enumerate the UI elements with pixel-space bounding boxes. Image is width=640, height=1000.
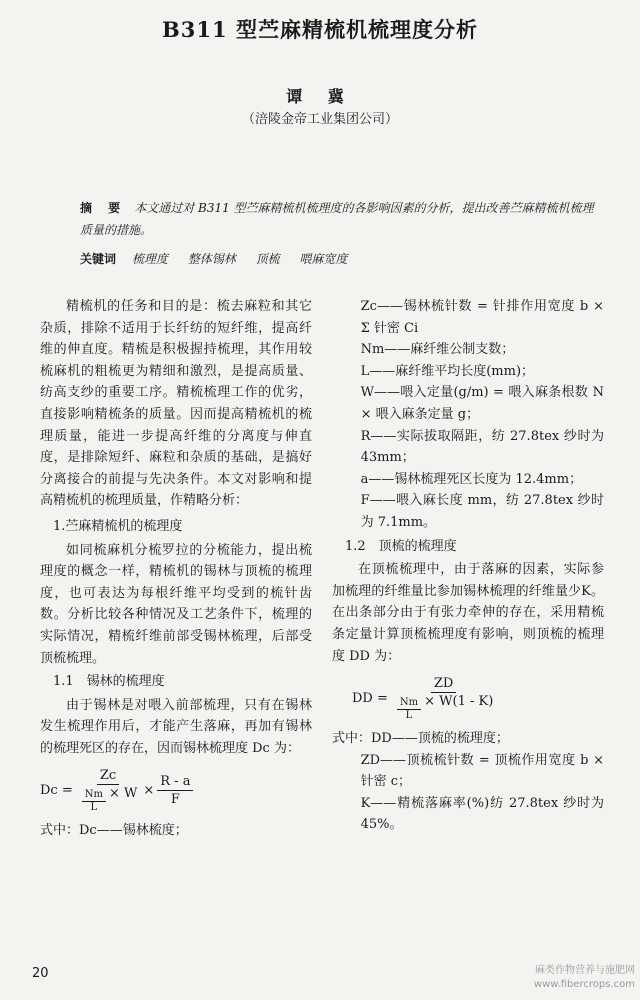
right-column (332, 296, 604, 836)
keywords-label: 关键词 (80, 252, 117, 266)
fraction-denominator-tail: × W(1 - K) (424, 694, 494, 710)
fraction-numerator: R - a (157, 773, 193, 791)
fraction-numerator: Nm (82, 789, 106, 802)
abstract-label: 摘 要 (80, 201, 127, 215)
definition-line: K——精梳落麻率(%)纺 27.8tex 纱时为 45%。 (360, 795, 604, 833)
fraction-denominator: F (170, 792, 180, 808)
fraction-denominator: L (90, 802, 98, 814)
keyword-item: 梳理度 (131, 252, 168, 266)
formula-dd-lhs: DD = (352, 690, 388, 706)
section-heading-1-2: 1.2 顶梳的梳理度 (345, 538, 457, 554)
fraction-denominator (391, 693, 496, 722)
fraction-denominator: L (405, 710, 413, 722)
fraction-numerator: Nm (397, 697, 421, 710)
site-watermark (510, 964, 635, 992)
abstract-text: 本文通过对 B311 型苎麻精梳机梳理度的各影响因素的分析，提出改善苎麻精梳机梳理质量的措施。 (80, 201, 594, 237)
definition-line: a——锡林梳理死区长度为 12.4mm； (360, 471, 583, 487)
where-dc-line: 式中：Dc——锡林梳度； (40, 823, 188, 839)
fraction-zc (76, 767, 141, 814)
fraction-nm-l (82, 789, 106, 814)
where-dd-line: 式中：DD——顶梳的梳理度； (332, 731, 509, 747)
author-name: 谭 冀 (286, 87, 354, 106)
keyword-item: 整体锡林 (187, 252, 236, 266)
paper-title: B311 型苎麻精梳机梳理度分析 (162, 17, 478, 42)
section-1-paragraph: 如同梳麻机分梳罗拉的分梳能力，提出梳理度的概念一样，精梳机的锡林与顶梳的梳理度，也可表达为每根纤维平均受到的梳针齿数。分析比较各种情况及工艺条件下，梳理的实际情况，精梳纤维前部受锡林梳理，后部受顶梳梳理。 (40, 542, 312, 666)
definition-line: ZD——顶梳梳针数 = 顶梳作用宽度 b × 针密 c； (360, 752, 604, 790)
definition-line: Zc——锡林梳针数 = 针排作用宽度 b × Σ 针密 Ci (360, 299, 604, 336)
fraction-zd (391, 675, 496, 722)
definition-line: F——喂入麻长度 mm，纺 27.8tex 纱时为 7.1mm。 (360, 493, 604, 530)
section-heading-1: 1.苎麻精梳机的梳理度 (53, 518, 183, 534)
section-1-1-paragraph: 由于锡林是对喂入前部梳理，只有在锡林发生梳理作用后，才能产生落麻，再加有锡林的梳理死区的存在，因而锡林梳理度 Dc 为： (40, 697, 312, 756)
formula-dd (332, 675, 604, 722)
keyword-item: 喂麻宽度 (299, 252, 348, 266)
keywords-block (80, 249, 600, 269)
fraction-nm-l (397, 697, 421, 722)
formula-dc (40, 767, 312, 814)
watermark-line: www.fibercrops.com (533, 979, 635, 990)
definition-line: W——喂入定量(g/m) = 喂入麻条根数 N × 喂入麻条定量 g； (360, 385, 604, 422)
formula-dc-lhs: Dc = (40, 783, 73, 799)
section-heading-1-1: 1.1 锡林的梳理度 (53, 674, 165, 690)
keyword-item: 顶梳 (255, 252, 280, 266)
page-number: 20 (32, 966, 49, 981)
section-1-2-paragraph: 在顶梳梳理中，由于落麻的因素，实际参加梳理的纤维量比参加锡林梳理的纤维量少K。在出条部分由于有张力牵伸的存在，采用精梳条定量计算顶梳梳理度有影响，则顶梳的梳理度 DD 为： (332, 562, 604, 664)
author-affiliation: （涪陵金帝工业集团公司） (241, 112, 398, 127)
definition-line: Nm——麻纤维公制支数； (360, 342, 515, 358)
definition-line: L——麻纤维平均长度(mm)； (360, 363, 535, 379)
multiply-sign: × (143, 783, 155, 799)
abstract-block (80, 197, 600, 241)
fraction-numerator: Zc (97, 767, 119, 785)
watermark-line: 麻类作物营养与施肥网 (535, 965, 635, 976)
intro-paragraph: 精梳机的任务和目的是：梳去麻粒和其它杂质，排除不适用于长纤纺的短纤维，提高纤维的伸直度。精梳是积极握持梳理，其作用较梳麻机的粗梳更为精细和激烈，是提高质量、纺高支纱的重要工序。精梳梳理工作的优劣，直接影响精梳条的质量。因而提高精梳机的梳理质量，能进一步提高纤维的分离度与伸直度，是排除短纤、麻粒和杂质的基础，是搞好分离接合的前提与先决条件。本文对影响和提高精梳机的梳理质量，作精略分析： (40, 299, 312, 509)
left-column (40, 296, 312, 842)
fraction-denominator (76, 785, 141, 814)
fraction-r-a (157, 773, 193, 808)
fraction-denominator-tail: × W (108, 786, 138, 802)
definition-line: R——实际拔取隔距，纺 27.8tex 纱时为 43mm； (360, 428, 604, 466)
fraction-numerator: ZD (431, 675, 456, 693)
